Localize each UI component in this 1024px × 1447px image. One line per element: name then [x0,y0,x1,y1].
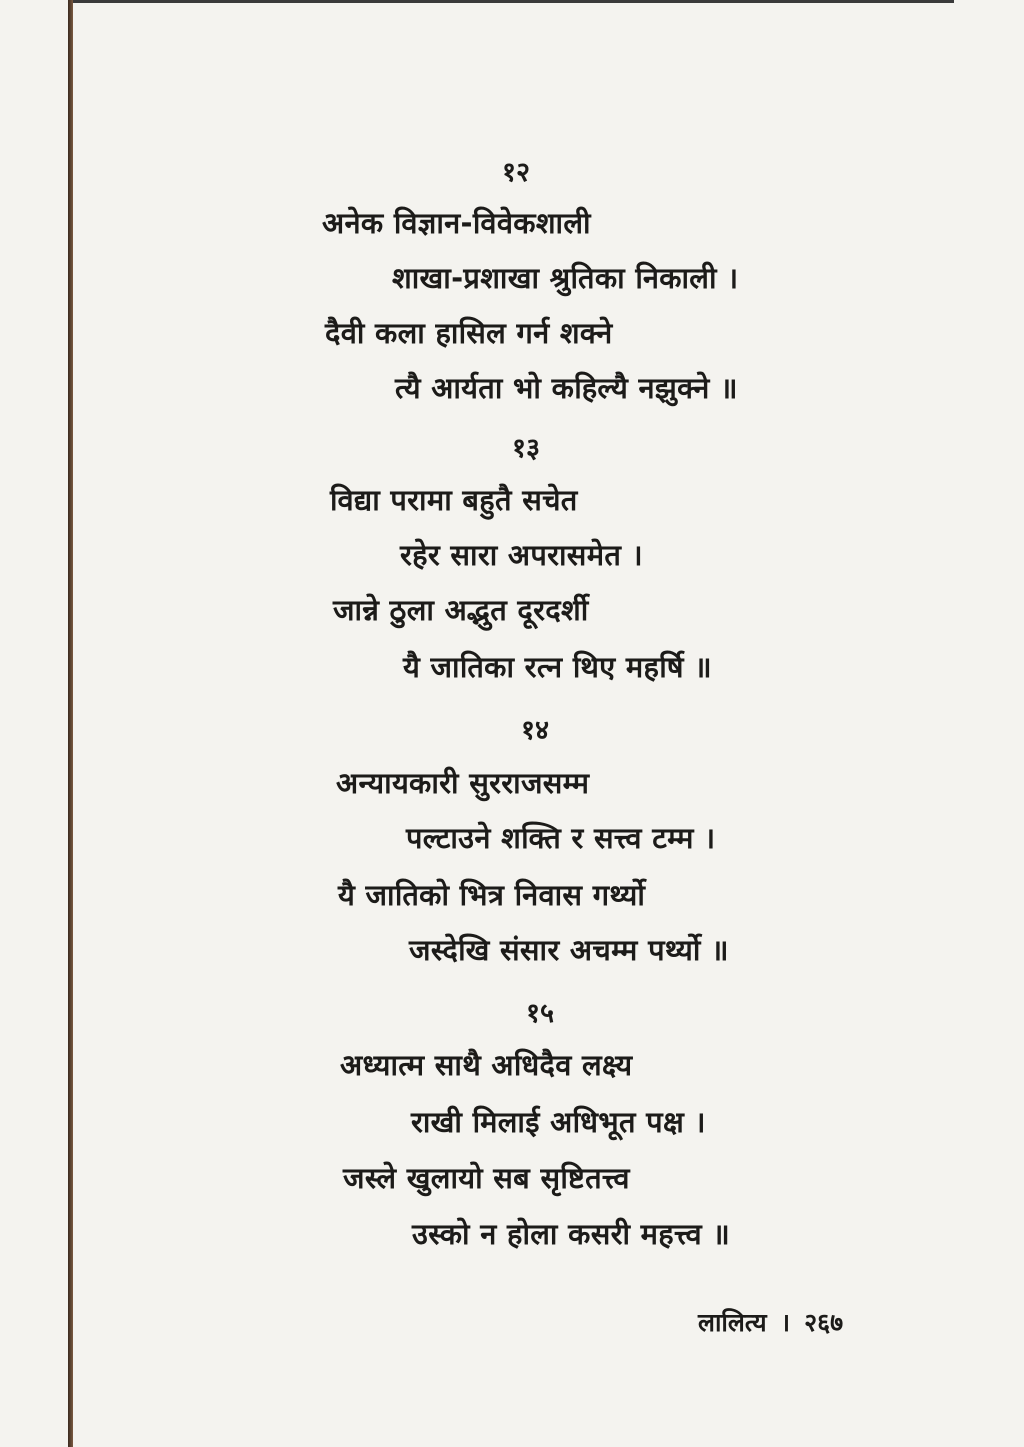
verse-line: त्यै आर्यता भो कहिल्यै नझुक्ने ॥ [395,371,738,405]
verse-line: अन्यायकारी सुरराजसम्म [336,766,590,800]
verse-line: दैवी कला हासिल गर्न शक्ने [325,316,613,350]
verse-line: यै जातिको भित्र निवास गर्थ्यो [338,878,646,912]
verse-line: जस्देखि संसार अचम्म पर्थ्यो ॥ [409,933,729,967]
page-footer [698,1305,843,1339]
page-number: २६७ [804,1308,844,1337]
verse-line: जान्ने ठुला अद्भुत दूरदर्शी [333,593,589,627]
verse-line: राखी मिलाई अधिभूत पक्ष । [411,1105,706,1139]
stanza-number: १५ [525,998,555,1029]
verse-line: अध्यात्म साथै अधिदैव लक्ष्य [340,1048,633,1082]
book-title: लालित्य [698,1308,767,1337]
stanza-number: १४ [520,715,550,746]
stanza-number: १३ [511,433,541,464]
verse-line: रहेर सारा अपरासमेत । [400,538,643,572]
verse-line: अनेक विज्ञान-विवेकशाली [322,206,591,240]
verse-line: यै जातिका रत्न थिए महर्षि ॥ [403,650,712,684]
footer-separator: । [780,1308,791,1337]
verse-line: पल्टाउने शक्ति र सत्त्व टम्म । [406,821,716,855]
stanza-number: १२ [501,157,531,188]
verse-line: शाखा-प्रशाखा श्रुतिका निकाली । [392,261,739,295]
verse-line: जस्ले खुलायो सब सृष्टितत्त्व [343,1161,630,1195]
verse-line: विद्या परामा बहुतै सचेत [330,483,578,517]
verse-line: उस्को न होला कसरी महत्त्व ॥ [412,1217,730,1251]
